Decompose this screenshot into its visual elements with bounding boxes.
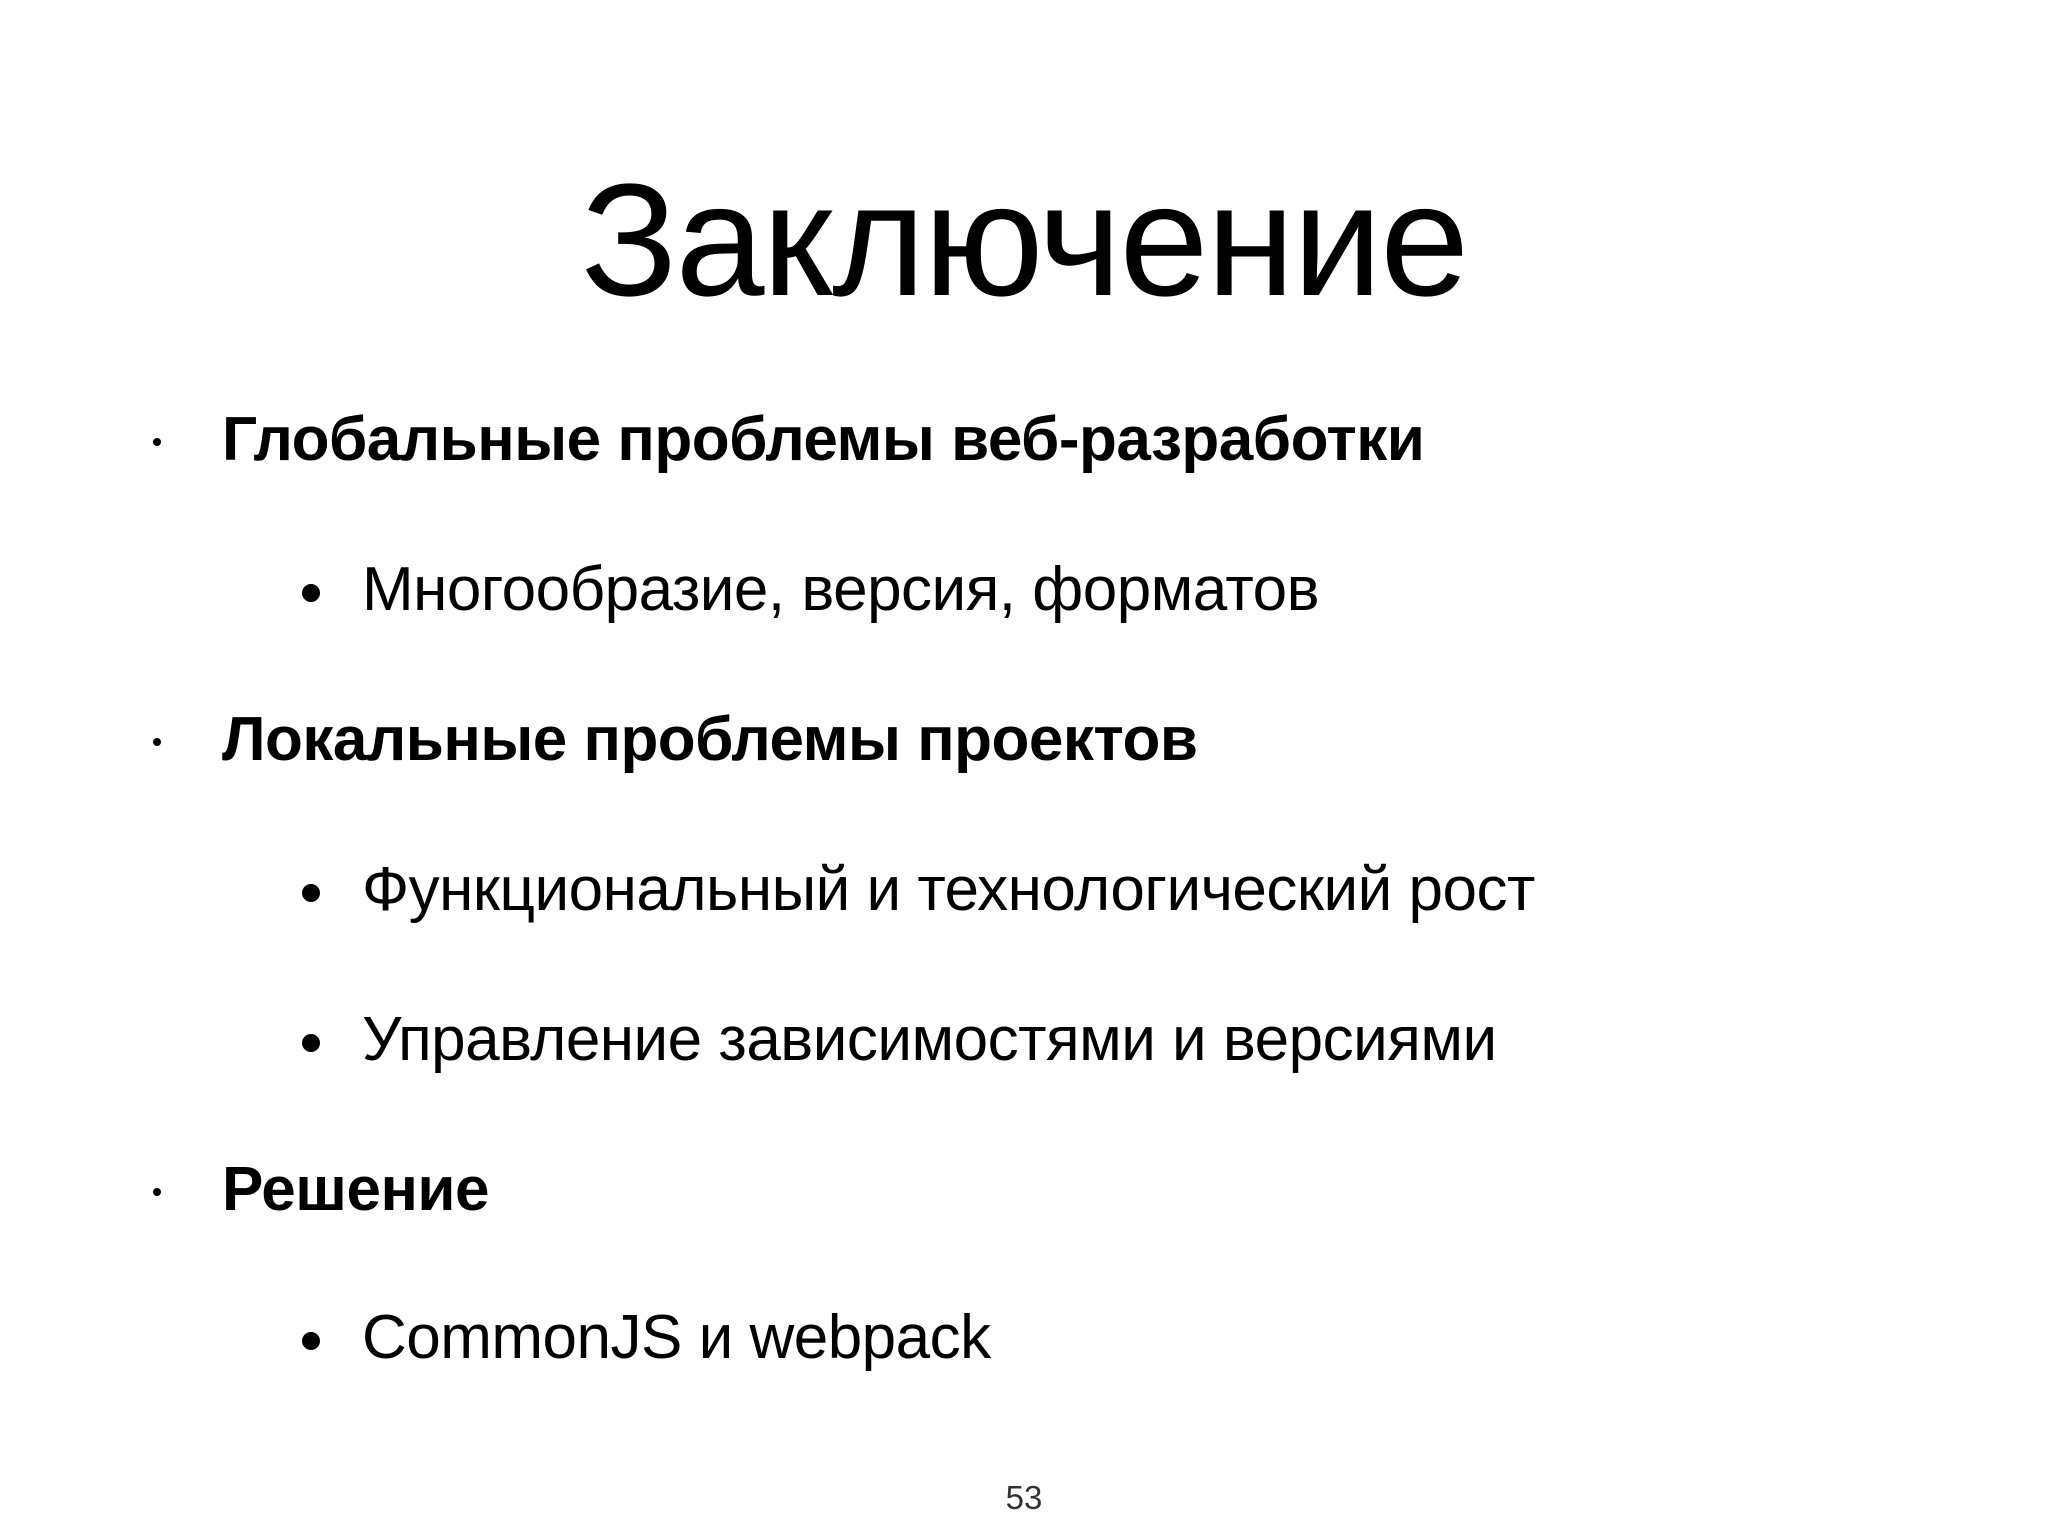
bullet-global-problems bbox=[222, 400, 1424, 480]
bullet-label: Глобальные проблемы веб-разработки bbox=[222, 405, 1425, 474]
page-number: 53 bbox=[1005, 1479, 1043, 1516]
bullet-dot-icon bbox=[302, 884, 320, 902]
sub-bullet-dependencies bbox=[362, 1000, 1497, 1080]
sub-bullet-label: Функциональный и технологический рост bbox=[362, 855, 1535, 924]
bullet-label: Решение bbox=[222, 1155, 489, 1224]
sub-bullet-label: Управление зависимостями и версиями bbox=[362, 1005, 1497, 1074]
bullet-dot-icon bbox=[153, 438, 161, 446]
bullet-local-problems bbox=[222, 700, 1197, 780]
sub-bullet-commonjs-webpack bbox=[362, 1298, 991, 1378]
bullet-dot-icon bbox=[153, 738, 161, 746]
bullet-dot-icon bbox=[302, 584, 320, 602]
sub-bullet-label: CommonJS и webpack bbox=[362, 1303, 991, 1372]
bullet-label: Локальные проблемы проектов bbox=[222, 705, 1198, 774]
bullet-solution bbox=[222, 1150, 489, 1230]
sub-bullet-growth bbox=[362, 850, 1535, 930]
bullet-dot-icon bbox=[302, 1034, 320, 1052]
slide-title: Заключение bbox=[580, 150, 1468, 329]
sub-bullet-diversity bbox=[362, 550, 1319, 630]
sub-bullet-label: Многообразие, версия, форматов bbox=[362, 555, 1320, 624]
bullet-dot-icon bbox=[153, 1188, 161, 1196]
bullet-dot-icon bbox=[302, 1332, 320, 1350]
